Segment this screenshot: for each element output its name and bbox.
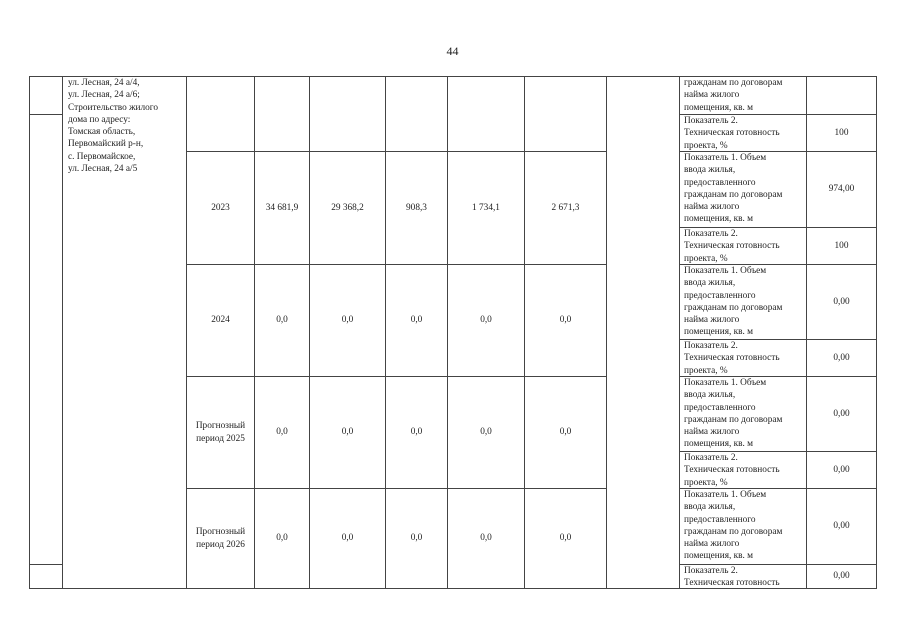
column-divider (29, 76, 30, 589)
indicator-1-label: Показатель 1. Объем ввода жилья, предоставленного гражданам по договорам найма жилого помещения, кв. м (684, 378, 783, 450)
column-divider (606, 76, 607, 589)
amount-cell: 29 368,2 (331, 202, 364, 213)
indicator-2-value: 100 (834, 127, 849, 138)
column-divider (876, 76, 877, 589)
amount-cell: 0,0 (559, 427, 572, 438)
amount-cell: 0,0 (480, 533, 492, 544)
object-address: ул. Лесная, 24 а/4, ул. Лесная, 24 а/6; Строительство жилого дома по адресу: Томская область, Первомайский р-н, с. Первомайское, ул. Лесная, 24 а/5 (68, 78, 158, 175)
amount-cell: 0,0 (559, 315, 572, 326)
total-cell: 0,0 (276, 533, 288, 544)
indicator-2-value: 0,00 (833, 571, 850, 582)
indicator-2-value: 100 (834, 240, 849, 251)
period-cell: Прогнозный период 2026 (195, 527, 246, 550)
amount-cell: 0,0 (410, 427, 423, 438)
amount-cell: 1 734,1 (472, 202, 500, 213)
indicator-1-continued: гражданам по договорам найма жилого помещения, кв. м (684, 78, 783, 113)
column-divider (679, 76, 680, 589)
amount-cell: 0,0 (559, 533, 572, 544)
total-cell: 0,0 (276, 427, 288, 438)
total-cell: 0,0 (276, 315, 288, 326)
amount-cell: 0,0 (341, 533, 354, 544)
page-number: 44 (446, 44, 459, 58)
indicator-2-value: 0,00 (833, 464, 850, 475)
column-divider (62, 76, 63, 589)
amount-cell: 908,3 (406, 202, 427, 213)
indicator-1-label: Показатель 1. Объем ввода жилья, предоставленного гражданам по договорам найма жилого помещения, кв. м (684, 266, 783, 338)
period-cell: Прогнозный период 2025 (195, 421, 246, 444)
period-cell: 2024 (211, 315, 230, 326)
row-divider (29, 564, 62, 565)
indicator-1-value: 0,00 (833, 408, 850, 419)
indicator-2-label: Показатель 2. Техническая готовность проекта, % (684, 341, 780, 376)
indicator-2-value: 0,00 (833, 352, 850, 363)
indicator-1-value: 974,00 (828, 184, 855, 195)
amount-cell: 2 671,3 (551, 202, 580, 213)
total-cell: 34 681,9 (265, 202, 299, 213)
amount-cell: 0,0 (410, 315, 423, 326)
indicator-1-value: 0,00 (833, 521, 850, 532)
amount-cell: 0,0 (410, 533, 423, 544)
amount-cell: 0,0 (341, 427, 354, 438)
indicator-1-label: Показатель 1. Объем ввода жилья, предоставленного гражданам по договорам найма жилого помещения, кв. м (684, 490, 783, 562)
indicator-2-label: Показатель 2. Техническая готовность (684, 566, 780, 589)
indicator-2-label: Показатель 2. Техническая готовность проекта, % (684, 453, 780, 488)
amount-cell: 0,0 (480, 315, 492, 326)
amount-cell: 0,0 (480, 427, 492, 438)
row-divider (29, 114, 62, 115)
indicator-1-value: 0,00 (833, 296, 850, 307)
indicator-1-label: Показатель 1. Объем ввода жилья, предоставленного гражданам по договорам найма жилого помещения, кв. м (684, 153, 783, 225)
indicator-2-label: Показатель 2. Техническая готовность проекта, % (684, 116, 780, 151)
period-cell: 2023 (211, 202, 230, 213)
amount-cell: 0,0 (341, 315, 354, 326)
indicator-2-label: Показатель 2. Техническая готовность проекта, % (684, 229, 780, 264)
